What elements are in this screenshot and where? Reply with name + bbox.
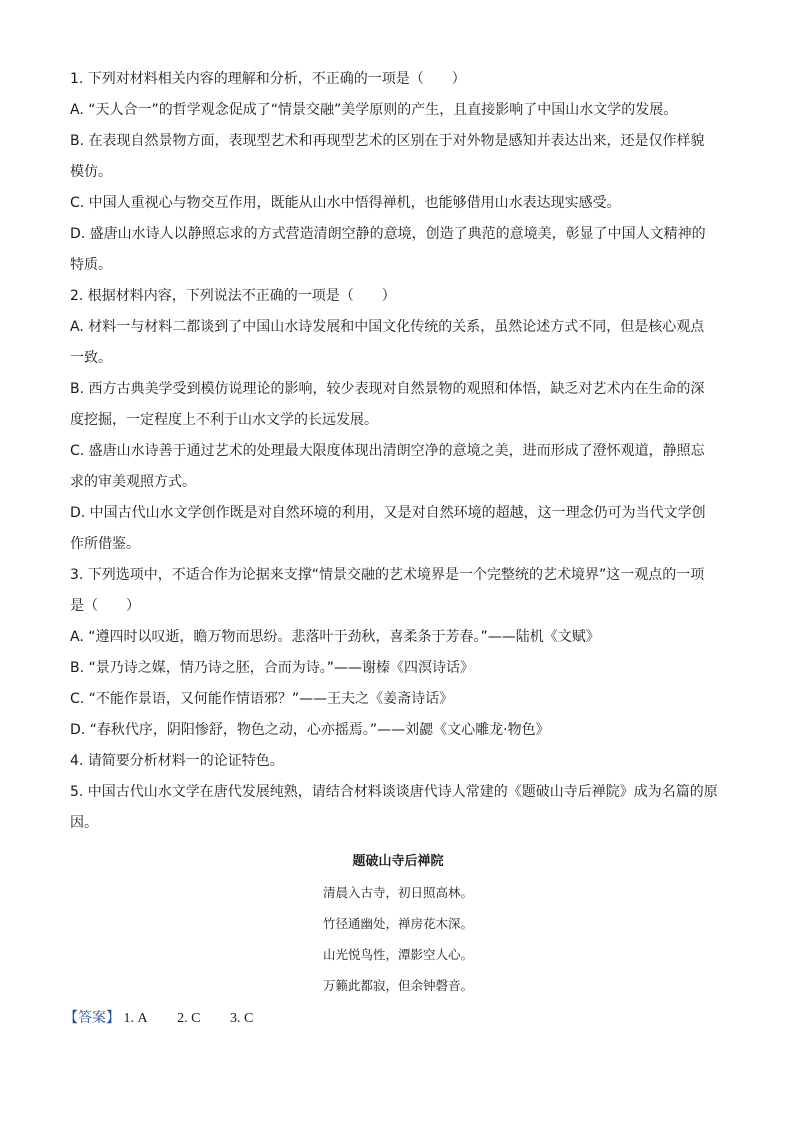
question-1-option-b-cont: 模仿。 [70, 164, 112, 180]
question-1-option-c: C. 中国人重视心与物交互作用，既能从山水中悟得禅机，也能够借用山水表达现实感受。 [70, 195, 621, 211]
question-2-stem: 2. 根据材料内容，下列说法不正确的一项是（ ） [70, 288, 396, 304]
question-1-option-a: A. “天人合一”的哲学观念促成了“情景交融”美学原则的产生，且直接影响了中国山水文学的发展。 [70, 102, 678, 118]
answer-item-2: 2. C [177, 1011, 201, 1026]
question-2-option-d: D. 中国古代山水文学创作既是对自然环境的利用，又是对自然环境的超越，这一理念仍可为当代文学创 [70, 505, 706, 521]
document-body [64, 64, 726, 1033]
question-2-option-a: A. 材料一与材料二都谈到了中国山水诗发展和中国文化传统的关系，虽然论述方式不同，但是核心观点 [70, 319, 705, 335]
poem-line-3: 山光悦鸟性，潭影空人心。 [322, 947, 473, 962]
question-1-option-d: D. 盛唐山水诗人以静照忘求的方式营造清朗空静的意境，创造了典范的意境美，彰显了中国人文精神的 [70, 226, 706, 242]
poem-title: 题破山寺后禅院 [352, 854, 444, 869]
question-3-option-c: C. “不能作景语，又何能作情语邪？”——王夫之《姜斋诗话》 [70, 691, 454, 707]
question-2-option-b-cont: 度挖掘，一定程度上不利于山水文学的长远发展。 [70, 412, 378, 428]
answer-item-1: 1. A [123, 1011, 148, 1026]
question-3-option-b: B. “景乃诗之媒，情乃诗之胚，合而为诗。”——谢榛《四溟诗话》 [70, 660, 475, 676]
poem-line-1: 清晨入古寺，初日照高林。 [322, 885, 473, 900]
question-2-option-c-cont: 求的审美观照方式。 [70, 474, 196, 490]
poem-block [70, 847, 726, 1001]
question-2-option-a-cont: 一致。 [70, 350, 112, 366]
question-4-stem: 4. 请简要分析材料一的论证特色。 [70, 753, 284, 769]
question-3-option-d: D. “春秋代序，阴阳惨舒，物色之动，心亦摇焉。”——刘勰《文心雕龙·物色》 [70, 722, 550, 738]
poem-line-4: 万籁此都寂，但余钟磬音。 [322, 978, 473, 993]
question-2-option-c: C. 盛唐山水诗善于通过艺术的处理最大限度体现出清朗空净的意境之美，进而形成了澄怀观道，静照忘 [70, 443, 705, 459]
answer-item-3: 3. C [229, 1011, 254, 1026]
question-2-option-b: B. 西方古典美学受到模仿说理论的影响，较少表现对自然景物的观照和体悟，缺乏对艺术内在生命的深 [70, 381, 705, 397]
question-2-option-d-cont: 作所借鉴。 [70, 536, 140, 552]
answer-tag: 【答案】 [64, 1010, 120, 1026]
answer-line [64, 1003, 726, 1033]
question-3-stem-cont: 是（ ） [70, 598, 140, 614]
poem-line-2: 竹径通幽处，禅房花木深。 [322, 916, 473, 931]
question-1-stem: 1. 下列对材料相关内容的理解和分析，不正确的一项是（ ） [70, 71, 466, 87]
question-1-option-d-cont: 特质。 [70, 257, 112, 273]
question-3-stem: 3. 下列选项中，不适合作为论据来支撑“情景交融的艺术境界是一个完整统的艺术境界”这一观点的一项 [70, 567, 705, 583]
question-5-stem-cont: 因。 [70, 815, 98, 831]
question-3-option-a: A. “遵四时以叹逝，瞻万物而思纷。悲落叶于劲秋，喜柔条于芳春。”——陆机《文赋》 [70, 629, 600, 645]
question-1-option-b: B. 在表现自然景物方面，表现型艺术和再现型艺术的区别在于对外物是感知并表达出来，还是仅作样貌 [70, 133, 705, 149]
question-5-stem: 5. 中国古代山水文学在唐代发展纯熟，请结合材料谈谈唐代诗人常建的《题破山寺后禅院》成为名篇的原 [70, 784, 718, 800]
